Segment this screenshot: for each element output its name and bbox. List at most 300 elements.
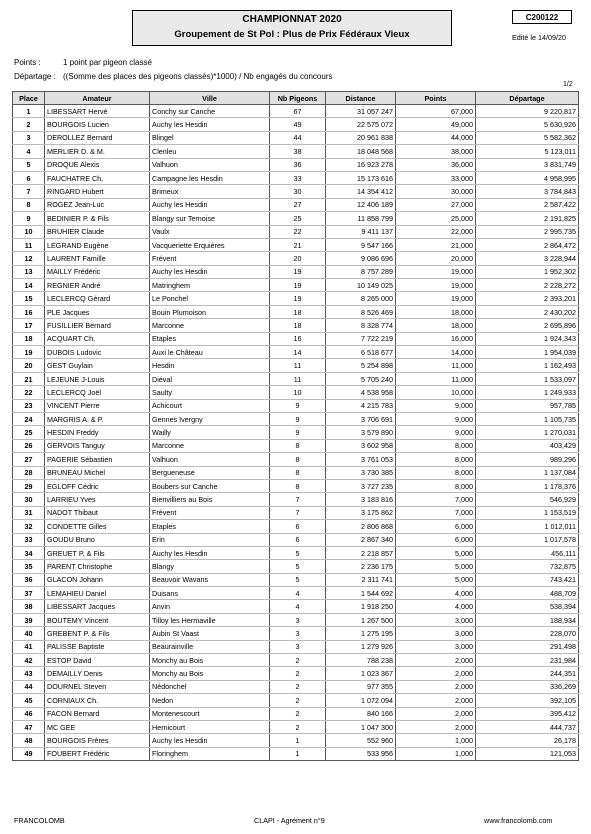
table-row — [13, 439, 579, 452]
nb-pigeons-cell: 36 — [270, 158, 326, 171]
ville-cell: Bienvilliers au Bois — [150, 493, 270, 506]
distance-cell: 2 806 868 — [326, 520, 396, 533]
amateur-cell: BRUHIER Claude — [45, 225, 150, 238]
nb-pigeons-cell: 18 — [270, 319, 326, 332]
points-cell: 8,000 — [396, 439, 476, 452]
points-info — [14, 58, 152, 67]
place-cell: 31 — [13, 506, 45, 519]
place-cell: 47 — [13, 720, 45, 733]
place-cell: 24 — [13, 412, 45, 425]
departage-cell: 957,785 — [476, 399, 579, 412]
ville-cell: Bouin Plumoison — [150, 305, 270, 318]
departage-cell: 403,429 — [476, 439, 579, 452]
table-row — [13, 225, 579, 238]
place-cell: 37 — [13, 587, 45, 600]
place-cell: 22 — [13, 386, 45, 399]
table-row — [13, 493, 579, 506]
table-row — [13, 613, 579, 626]
column-header-points: Points — [396, 92, 476, 105]
table-row — [13, 145, 579, 158]
amateur-cell: GREUET P. & Fils — [45, 546, 150, 559]
table-row — [13, 265, 579, 278]
place-cell: 8 — [13, 198, 45, 211]
footer-left: FRANCOLOMB — [14, 816, 65, 825]
nb-pigeons-cell: 3 — [270, 640, 326, 653]
distance-cell: 15 173 616 — [326, 171, 396, 184]
table-row — [13, 279, 579, 292]
amateur-cell: EGLOFF Cédric — [45, 479, 150, 492]
points-cell: 8,000 — [396, 453, 476, 466]
points-cell: 38,000 — [396, 145, 476, 158]
ville-cell: Boubers sur Canche — [150, 479, 270, 492]
points-cell: 1,000 — [396, 734, 476, 747]
place-cell: 33 — [13, 533, 45, 546]
column-header-ville: Ville — [150, 92, 270, 105]
ville-cell: Wailly — [150, 426, 270, 439]
points-cell: 33,000 — [396, 171, 476, 184]
amateur-cell: GERVOIS Tanguy — [45, 439, 150, 452]
ville-cell: Beauvoir Wavans — [150, 573, 270, 586]
footer-center: CLAPI - Agrément n°9 — [254, 816, 325, 825]
place-cell: 41 — [13, 640, 45, 653]
nb-pigeons-cell: 49 — [270, 118, 326, 131]
table-row — [13, 185, 579, 198]
distance-cell: 4 215 783 — [326, 399, 396, 412]
points-cell: 11,000 — [396, 359, 476, 372]
departage-cell: 456,111 — [476, 546, 579, 559]
nb-pigeons-cell: 27 — [270, 198, 326, 211]
nb-pigeons-cell: 4 — [270, 587, 326, 600]
table-row — [13, 520, 579, 533]
points-cell: 10,000 — [396, 386, 476, 399]
points-cell: 7,000 — [396, 493, 476, 506]
place-cell: 40 — [13, 627, 45, 640]
departage-cell: 1 952,302 — [476, 265, 579, 278]
amateur-cell: MC GEE — [45, 720, 150, 733]
departage-cell: 546,929 — [476, 493, 579, 506]
ville-cell: Blangy sur Ternoise — [150, 212, 270, 225]
distance-cell: 5 254 898 — [326, 359, 396, 372]
amateur-cell: DEROLLEZ Bernard — [45, 131, 150, 144]
departage-cell: 732,875 — [476, 560, 579, 573]
table-row — [13, 654, 579, 667]
points-cell: 9,000 — [396, 412, 476, 425]
distance-cell: 1 047 300 — [326, 720, 396, 733]
place-cell: 49 — [13, 747, 45, 760]
place-cell: 48 — [13, 734, 45, 747]
points-label: Points : — [14, 58, 41, 67]
table-row — [13, 131, 579, 144]
amateur-cell: LIBESSART Hervé — [45, 105, 150, 118]
place-cell: 27 — [13, 453, 45, 466]
departage-text: ((Somme des places des pigeons classés)*1000) / Nb engagés du concours — [63, 72, 333, 81]
departage-cell: 2 191,825 — [476, 212, 579, 225]
departage-info — [14, 72, 332, 81]
amateur-cell: GOUDU Bruno — [45, 533, 150, 546]
nb-pigeons-cell: 3 — [270, 627, 326, 640]
place-cell: 29 — [13, 479, 45, 492]
nb-pigeons-cell: 4 — [270, 600, 326, 613]
nb-pigeons-cell: 11 — [270, 359, 326, 372]
table-row — [13, 479, 579, 492]
ville-cell: Vacqueriette Erquières — [150, 238, 270, 251]
table-row — [13, 158, 579, 171]
points-cell: 4,000 — [396, 600, 476, 613]
nb-pigeons-cell: 5 — [270, 546, 326, 559]
ville-cell: Etaples — [150, 332, 270, 345]
ville-cell: Achicourt — [150, 399, 270, 412]
footer-right: www.francolomb.com — [484, 816, 553, 825]
place-cell: 17 — [13, 319, 45, 332]
departage-cell: 2 393,201 — [476, 292, 579, 305]
nb-pigeons-cell: 8 — [270, 453, 326, 466]
distance-cell: 1 279 926 — [326, 640, 396, 653]
amateur-cell: LEGRAND Eugène — [45, 238, 150, 251]
ville-cell: Monchy au Bois — [150, 667, 270, 680]
table-row — [13, 372, 579, 385]
place-cell: 13 — [13, 265, 45, 278]
nb-pigeons-cell: 2 — [270, 694, 326, 707]
table-row — [13, 506, 579, 519]
nb-pigeons-cell: 9 — [270, 399, 326, 412]
amateur-cell: FOUBERT Frédéric — [45, 747, 150, 760]
place-cell: 26 — [13, 439, 45, 452]
distance-cell: 4 538 958 — [326, 386, 396, 399]
ville-cell: Auchy les Hesdin — [150, 118, 270, 131]
distance-cell: 10 149 025 — [326, 279, 396, 292]
distance-cell: 18 048 568 — [326, 145, 396, 158]
amateur-cell: NADOT Thibaut — [45, 506, 150, 519]
distance-cell: 1 918 250 — [326, 600, 396, 613]
table-row — [13, 238, 579, 251]
points-cell: 5,000 — [396, 546, 476, 559]
table-row — [13, 319, 579, 332]
points-cell: 2,000 — [396, 680, 476, 693]
distance-cell: 8 265 000 — [326, 292, 396, 305]
nb-pigeons-cell: 11 — [270, 372, 326, 385]
ville-cell: Valhuon — [150, 158, 270, 171]
departage-cell: 1 178,376 — [476, 479, 579, 492]
ville-cell: Montenescourt — [150, 707, 270, 720]
table-row — [13, 747, 579, 760]
distance-cell: 977 355 — [326, 680, 396, 693]
distance-cell: 3 706 691 — [326, 412, 396, 425]
points-cell: 21,000 — [396, 238, 476, 251]
ville-cell: Auchy les Hesdin — [150, 546, 270, 559]
distance-cell: 1 267 500 — [326, 613, 396, 626]
departage-label: Départage : — [14, 72, 56, 81]
table-row — [13, 466, 579, 479]
points-cell: 2,000 — [396, 694, 476, 707]
departage-cell: 2 430,202 — [476, 305, 579, 318]
column-header-nb-pigeons: Nb Pigeons — [270, 92, 326, 105]
amateur-cell: RINGARD Hubert — [45, 185, 150, 198]
ville-cell: Matringhem — [150, 279, 270, 292]
table-row — [13, 680, 579, 693]
points-cell: 6,000 — [396, 533, 476, 546]
amateur-cell: DROQUE Alexis — [45, 158, 150, 171]
nb-pigeons-cell: 9 — [270, 426, 326, 439]
place-cell: 19 — [13, 346, 45, 359]
points-cell: 36,000 — [396, 158, 476, 171]
distance-cell: 8 526 469 — [326, 305, 396, 318]
table-row — [13, 118, 579, 131]
table-row — [13, 734, 579, 747]
ville-cell: Gennes Ivergny — [150, 412, 270, 425]
points-cell: 5,000 — [396, 560, 476, 573]
amateur-cell: BOURGOIS Frères — [45, 734, 150, 747]
nb-pigeons-cell: 7 — [270, 493, 326, 506]
table-row — [13, 426, 579, 439]
nb-pigeons-cell: 8 — [270, 439, 326, 452]
nb-pigeons-cell: 2 — [270, 667, 326, 680]
amateur-cell: LECLERCQ Joël — [45, 386, 150, 399]
amateur-cell: PAGERIE Sébastien — [45, 453, 150, 466]
amateur-cell: LECLERCQ Gérard — [45, 292, 150, 305]
departage-cell: 1 153,519 — [476, 506, 579, 519]
place-cell: 39 — [13, 613, 45, 626]
distance-cell: 1 072 094 — [326, 694, 396, 707]
distance-cell: 11 858 799 — [326, 212, 396, 225]
nb-pigeons-cell: 2 — [270, 707, 326, 720]
place-cell: 1 — [13, 105, 45, 118]
distance-cell: 14 354 412 — [326, 185, 396, 198]
points-text: 1 point par pigeon classé — [63, 58, 152, 67]
table-row — [13, 533, 579, 546]
departage-cell: 1 137,084 — [476, 466, 579, 479]
ville-cell: Monchy au Bois — [150, 654, 270, 667]
ville-cell: Clenleu — [150, 145, 270, 158]
table-row — [13, 359, 579, 372]
ville-cell: Marconne — [150, 439, 270, 452]
departage-cell: 743,421 — [476, 573, 579, 586]
distance-cell: 1 544 692 — [326, 587, 396, 600]
ville-cell: Saulty — [150, 386, 270, 399]
amateur-cell: DOURNEL Steven — [45, 680, 150, 693]
points-cell: 20,000 — [396, 252, 476, 265]
nb-pigeons-cell: 5 — [270, 560, 326, 573]
departage-cell: 2 864,472 — [476, 238, 579, 251]
amateur-cell: BOUTEMY Vincent — [45, 613, 150, 626]
nb-pigeons-cell: 2 — [270, 654, 326, 667]
points-cell: 18,000 — [396, 305, 476, 318]
departage-cell: 1 105,735 — [476, 412, 579, 425]
nb-pigeons-cell: 30 — [270, 185, 326, 198]
amateur-cell: GREBENT P. & Fils — [45, 627, 150, 640]
distance-cell: 3 727 235 — [326, 479, 396, 492]
amateur-cell: BEDINIER P. & Fils — [45, 212, 150, 225]
distance-cell: 9 411 137 — [326, 225, 396, 238]
place-cell: 23 — [13, 399, 45, 412]
nb-pigeons-cell: 19 — [270, 279, 326, 292]
amateur-cell: MAILLY Frédéric — [45, 265, 150, 278]
departage-cell: 1 162,493 — [476, 359, 579, 372]
place-cell: 5 — [13, 158, 45, 171]
place-cell: 18 — [13, 332, 45, 345]
place-cell: 43 — [13, 667, 45, 680]
place-cell: 30 — [13, 493, 45, 506]
amateur-cell: DEMAILLY Denis — [45, 667, 150, 680]
distance-cell: 6 518 677 — [326, 346, 396, 359]
distance-cell: 9 547 166 — [326, 238, 396, 251]
place-cell: 36 — [13, 573, 45, 586]
distance-cell: 3 183 816 — [326, 493, 396, 506]
table-row — [13, 305, 579, 318]
distance-cell: 22 575 072 — [326, 118, 396, 131]
points-cell: 18,000 — [396, 319, 476, 332]
nb-pigeons-cell: 1 — [270, 734, 326, 747]
place-cell: 44 — [13, 680, 45, 693]
results-table — [12, 91, 579, 761]
departage-cell: 1 017,578 — [476, 533, 579, 546]
table-row — [13, 212, 579, 225]
points-cell: 5,000 — [396, 573, 476, 586]
amateur-cell: LIBESSART Jacques — [45, 600, 150, 613]
points-cell: 1,000 — [396, 747, 476, 760]
points-cell: 67,000 — [396, 105, 476, 118]
ville-cell: Frévent — [150, 506, 270, 519]
place-cell: 38 — [13, 600, 45, 613]
place-cell: 42 — [13, 654, 45, 667]
departage-cell: 121,053 — [476, 747, 579, 760]
departage-cell: 188,934 — [476, 613, 579, 626]
ville-cell: Hernicourt — [150, 720, 270, 733]
table-row — [13, 412, 579, 425]
place-cell: 28 — [13, 466, 45, 479]
amateur-cell: FUSILLIER Bernard — [45, 319, 150, 332]
table-row — [13, 640, 579, 653]
ville-cell: Diéval — [150, 372, 270, 385]
departage-cell: 392,105 — [476, 694, 579, 707]
ville-cell: Auxi le Château — [150, 346, 270, 359]
document-subtitle: Groupement de St Pol : Plus de Prix Fédéraux Vieux — [174, 29, 410, 40]
table-row — [13, 667, 579, 680]
points-cell: 2,000 — [396, 720, 476, 733]
amateur-cell: REGNIER André — [45, 279, 150, 292]
table-row — [13, 292, 579, 305]
ville-cell: Anvin — [150, 600, 270, 613]
place-cell: 11 — [13, 238, 45, 251]
ville-cell: Duisans — [150, 587, 270, 600]
place-cell: 7 — [13, 185, 45, 198]
nb-pigeons-cell: 3 — [270, 613, 326, 626]
nb-pigeons-cell: 38 — [270, 145, 326, 158]
table-row — [13, 399, 579, 412]
departage-cell: 1 249,933 — [476, 386, 579, 399]
departage-cell: 9 220,817 — [476, 105, 579, 118]
document-title: CHAMPIONNAT 2020 — [242, 14, 342, 25]
distance-cell: 9 086 696 — [326, 252, 396, 265]
amateur-cell: CONDETTE Gilles — [45, 520, 150, 533]
distance-cell: 3 730 385 — [326, 466, 396, 479]
place-cell: 20 — [13, 359, 45, 372]
place-cell: 14 — [13, 279, 45, 292]
ville-cell: Conchy sur Canche — [150, 105, 270, 118]
ville-cell: Floringhem — [150, 747, 270, 760]
table-row — [13, 453, 579, 466]
ville-cell: Brimeux — [150, 185, 270, 198]
ville-cell: Auchy les Hesdin — [150, 198, 270, 211]
ville-cell: Hesdin — [150, 359, 270, 372]
departage-cell: 2 995,735 — [476, 225, 579, 238]
points-cell: 22,000 — [396, 225, 476, 238]
nb-pigeons-cell: 16 — [270, 332, 326, 345]
amateur-cell: FACON Bernard — [45, 707, 150, 720]
nb-pigeons-cell: 25 — [270, 212, 326, 225]
points-cell: 8,000 — [396, 479, 476, 492]
table-row — [13, 600, 579, 613]
amateur-cell: BRUNEAU Michel — [45, 466, 150, 479]
points-cell: 2,000 — [396, 707, 476, 720]
nb-pigeons-cell: 19 — [270, 292, 326, 305]
points-cell: 25,000 — [396, 212, 476, 225]
amateur-cell: DUBOIS Ludovic — [45, 346, 150, 359]
ville-cell: Nédonchel — [150, 680, 270, 693]
nb-pigeons-cell: 21 — [270, 238, 326, 251]
amateur-cell: GLACON Johann — [45, 573, 150, 586]
ville-cell: Beaurainville — [150, 640, 270, 653]
nb-pigeons-cell: 9 — [270, 412, 326, 425]
points-cell: 19,000 — [396, 279, 476, 292]
amateur-cell: ESTOP David — [45, 654, 150, 667]
points-cell: 49,000 — [396, 118, 476, 131]
points-cell: 9,000 — [396, 426, 476, 439]
departage-cell: 2 695,896 — [476, 319, 579, 332]
table-row — [13, 105, 579, 118]
points-cell: 19,000 — [396, 292, 476, 305]
column-header-departage: Départage — [476, 92, 579, 105]
amateur-cell: VINCENT Pierre — [45, 399, 150, 412]
place-cell: 34 — [13, 546, 45, 559]
nb-pigeons-cell: 33 — [270, 171, 326, 184]
document-code: C200122 — [512, 10, 572, 24]
points-cell: 3,000 — [396, 613, 476, 626]
departage-cell: 1 533,097 — [476, 372, 579, 385]
place-cell: 32 — [13, 520, 45, 533]
nb-pigeons-cell: 10 — [270, 386, 326, 399]
ville-cell: Etaples — [150, 520, 270, 533]
distance-cell: 552 960 — [326, 734, 396, 747]
departage-cell: 336,269 — [476, 680, 579, 693]
ville-cell: Frévent — [150, 252, 270, 265]
departage-cell: 5 582,362 — [476, 131, 579, 144]
amateur-cell: ROGEZ Jean-Luc — [45, 198, 150, 211]
points-cell: 4,000 — [396, 587, 476, 600]
table-row — [13, 346, 579, 359]
amateur-cell: BOURGOIS Lucien — [45, 118, 150, 131]
points-cell: 7,000 — [396, 506, 476, 519]
points-cell: 9,000 — [396, 399, 476, 412]
departage-cell: 244,351 — [476, 667, 579, 680]
points-cell: 3,000 — [396, 640, 476, 653]
points-cell: 2,000 — [396, 654, 476, 667]
page-number: 1/2 — [563, 81, 573, 88]
place-cell: 46 — [13, 707, 45, 720]
amateur-cell: LEJEUNE J-Louis — [45, 372, 150, 385]
departage-cell: 228,070 — [476, 627, 579, 640]
table-row — [13, 560, 579, 573]
distance-cell: 31 057 247 — [326, 105, 396, 118]
departage-cell: 291,498 — [476, 640, 579, 653]
distance-cell: 7 722 219 — [326, 332, 396, 345]
ville-cell: Aubin St Vaast — [150, 627, 270, 640]
column-header-amateur: Amateur — [45, 92, 150, 105]
points-cell: 8,000 — [396, 466, 476, 479]
distance-cell: 16 923 278 — [326, 158, 396, 171]
amateur-cell: PALISSE Baptiste — [45, 640, 150, 653]
amateur-cell: LARRIEU Yves — [45, 493, 150, 506]
place-cell: 9 — [13, 212, 45, 225]
